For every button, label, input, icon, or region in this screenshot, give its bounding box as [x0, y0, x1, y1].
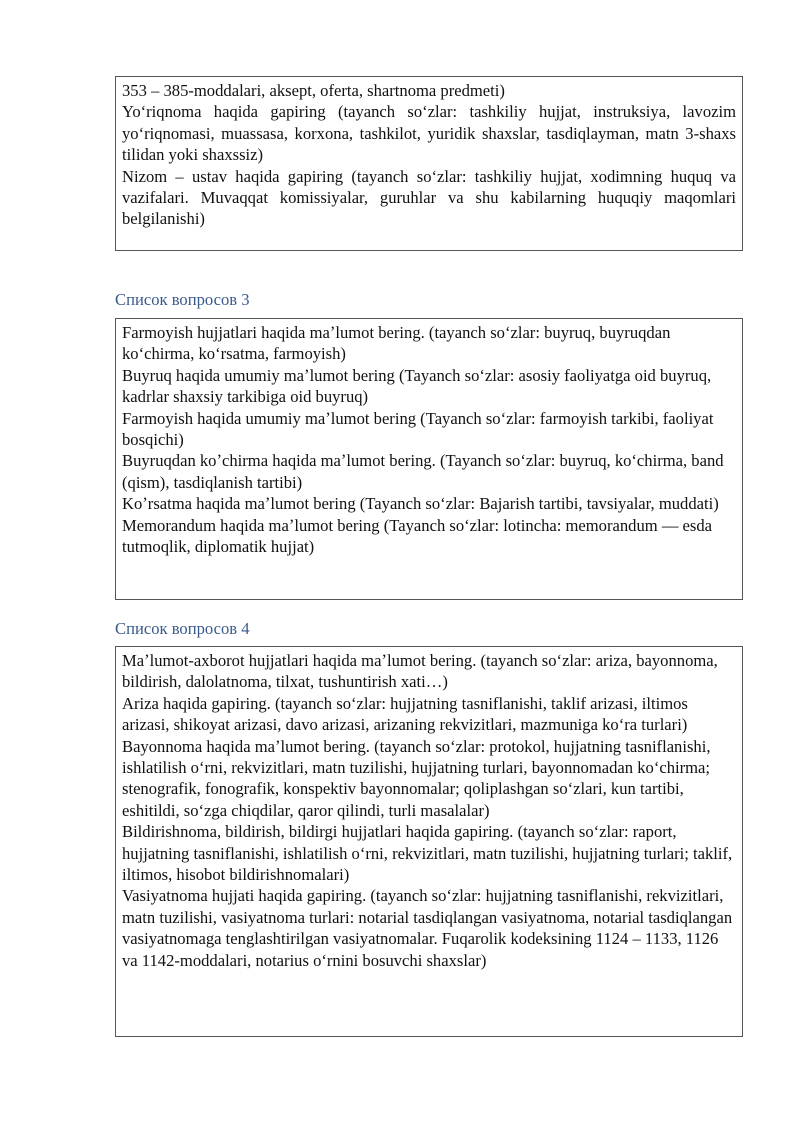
question-text: Buyruqdan koʼchirma haqida maʼlumot bering. (Tayanch soʻzlar: buyruq, koʻchirma, band (qism), tasdiqlanish tartibi)	[122, 451, 724, 492]
questions-box-continued	[115, 76, 743, 251]
questions-box-3	[115, 318, 743, 600]
question-text: Nizom – ustav haqida gapiring (tayanch soʻzlar: tashkiliy hujjat, xodimning huquq va vazifalari. Muvaqqat komissiyalar, guruhlar va shu kabilarning huquqiy maqomlari belgilanishi)	[122, 166, 736, 229]
question-text: Buyruq haqida umumiy maʼlumot bering (Tayanch soʻzlar: asosiy faoliyatga oid buyruq, kadrlar shaxsiy tarkibiga oid buyruq)	[122, 365, 712, 407]
question-text: Farmoyish haqida umumiy maʼlumot bering (Tayanch soʻzlar: farmoyish tarkibi, faoliyat bosqichi)	[122, 408, 714, 450]
question-text: Memorandum haqida maʼlumot bering (Tayanch soʻzlar: lotincha: memorandum — esda tutmoqlik, diplomatik hujjat)	[122, 515, 713, 557]
question-text: Maʼlumot-axborot hujjatlari haqida maʼlumot bering. (tayanch soʻzlar: ariza, bayonnoma, bildirish, dalolatnoma, tilxat, tushuntirish xati…)	[122, 651, 718, 692]
question-text: Bildirishnoma, bildirish, bildirgi hujjatlari haqida gapiring. (tayanch soʻzlar: raport, hujjatning tasniflanishi, ishlatilish oʻrni, rekvizitlari, matn tuzilishi, hujjatning turlari; taklif, iltimos, hisobot bildirishnomalari)	[122, 822, 733, 885]
question-text: 353 – 385-moddalari, aksept, oferta, shartnoma predmeti)	[122, 81, 505, 100]
question-text: Vasiyatnoma hujjati haqida gapiring. (tayanch soʻzlar: hujjatning tasniflanishi, rekvizitlari, matn tuzilishi, vasiyatnoma turlari: notarial tasdiqlangan vasiyatnoma, notarial tasdiqlangan vasiyatnomaga tenglashtirilgan vasiyatnomalar. Fuqarolik kodeksining 1124 – 1133, 1126 va 1142-moddalari, notarius oʻrnini bosuvchi shaxslar)	[122, 886, 733, 970]
section-heading-questions-3: Список вопросов 3	[115, 290, 250, 309]
question-text: Yoʻriqnoma haqida gapiring (tayanch soʻzlar: tashkiliy hujjat, instruksiya, lavozim yoʻriqnomasi, muassasa, korxona, tashkilot, yuridik shaxslar, tasdiqlayman, matn 3-shaxs tilidan yoki shaxssiz)	[122, 102, 736, 165]
questions-box-4	[115, 646, 743, 1037]
question-text: Ariza haqida gapiring. (tayanch soʻzlar: hujjatning tasniflanishi, taklif arizasi, iltimos arizasi, shikoyat arizasi, davo arizasi, arizaning rekvizitlari, mazmuniga koʻra turlari)	[122, 693, 688, 735]
question-text: Bayonnoma haqida maʼlumot bering. (tayanch soʻzlar: protokol, hujjatning tasniflanishi, ishlatilish oʻrni, rekvizitlari, matn tuzilishi, hujjatning turlari, bayonnomadan koʻchirma; stenografik, fonografik, konspektiv bayonnomalar; qoliplashgan soʻzlari, kun tartibi, eshitildi, soʻzga chiqdilar, qaror qilindi, turli masalalar)	[122, 736, 711, 820]
section-heading-questions-4: Список вопросов 4	[115, 619, 250, 638]
question-text: Farmoyish hujjatlari haqida maʼlumot bering. (tayanch soʻzlar: buyruq, buyruqdan koʻchirma, koʻrsatma, farmoyish)	[122, 323, 671, 364]
question-text: Koʼrsatma haqida maʼlumot bering (Tayanch soʻzlar: Bajarish tartibi, tavsiyalar, muddati)	[122, 494, 719, 514]
